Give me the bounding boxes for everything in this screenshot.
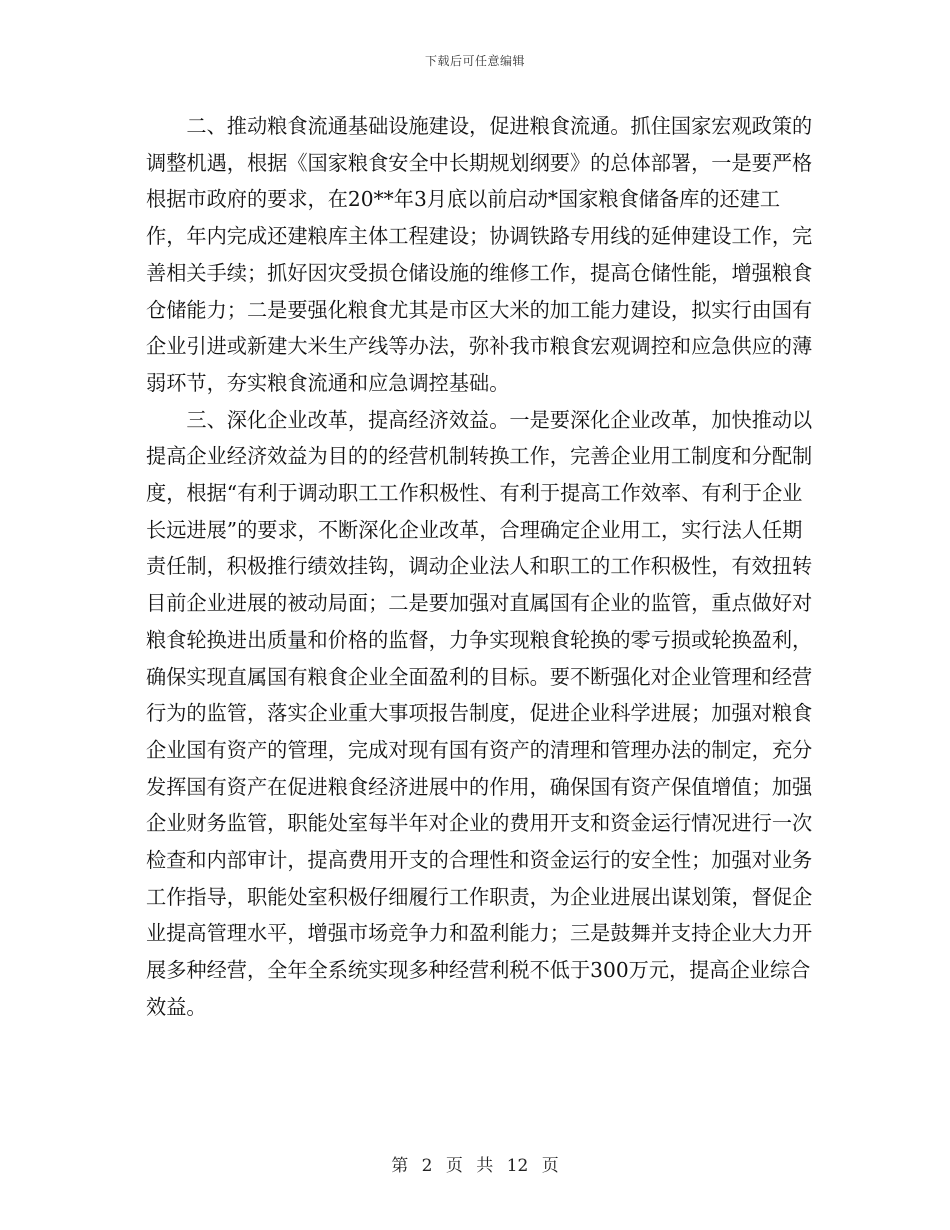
page-footer xyxy=(0,1151,950,1176)
page-number: 2 xyxy=(421,1156,433,1176)
page-label: 页 xyxy=(445,1156,463,1176)
total-prefix: 共 xyxy=(476,1156,494,1176)
page-prefix: 第 xyxy=(391,1156,409,1176)
page-header: 下载后可任意编辑 xyxy=(424,54,525,68)
paragraph-enterprise-reform: 三、深化企业改革，提高经济效益。一是要深化企业改革，加快推动以提高企业经济效益为目的的经营机制转换工作，完善企业用工制度和分配制度，根据“有利于调动职工工作积极性、有利于提高工作效率、有利于企业长远进展”的要求，不断深化企业改革，合理确定企业用工，实行法人任期责任制，积极推行绩效挂钩，调动企业法人和职工的工作积极性，有效扭转目前企业进展的被动局面；二是要加强对直属国有企业的监管，重点做好对粮食轮换进出质量和价格的监督，力争实现粮食轮换的零亏损或轮换盈利，确保实现直属国有粮食企业全面盈利的目标。要不断强化对企业管理和经营行为的监管，落实企业重大事项报告制度，促进企业科学进展；加强对粮食企业国有资产的管理，完成对现有国有资产的清理和管理办法的制定，充分发挥国有资产在促进粮食经济进展中的作用，确保国有资产保值增值；加强企业财务监管，职能处室每半年对企业的费用开支和资金运行情况进行一次检查和内部审计，提高费用开支的合理性和资金运行的安全性；加强对业务工作指导，职能处室积极仔细履行工作职责，为企业进展出谋划策，督促企业提高管理水平，增强市场竞争力和盈利能力；三是鼓舞并支持企业大力开展多种经营，全年全系统实现多种经营利税不低于300万元，提高企业综合效益。 xyxy=(146,407,813,1019)
total-pages: 12 xyxy=(506,1156,529,1176)
total-label: 页 xyxy=(541,1156,559,1176)
paragraph-infrastructure: 二、推动粮食流通基础设施建设，促进粮食流通。抓住国家宏观政策的调整机遇，根据《国家粮食安全中长期规划纲要》的总体部署，一是要严格根据市政府的要求，在20**年3月底以前启动*国家粮食储备库的还建工作，年内完成还建粮库主体工程建设；协调铁路专用线的延伸建设工作，完善相关手续；抓好因灾受损仓储设施的维修工作，提高仓储性能，增强粮食仓储能力；二是要强化粮食尤其是市区大米的加工能力建设，拟实行由国有企业引进或新建大米生产线等办法，弥补我市粮食宏观调控和应急供应的薄弱环节，夯实粮食流通和应急调控基础。 xyxy=(146,114,813,395)
document-body xyxy=(146,108,814,1026)
